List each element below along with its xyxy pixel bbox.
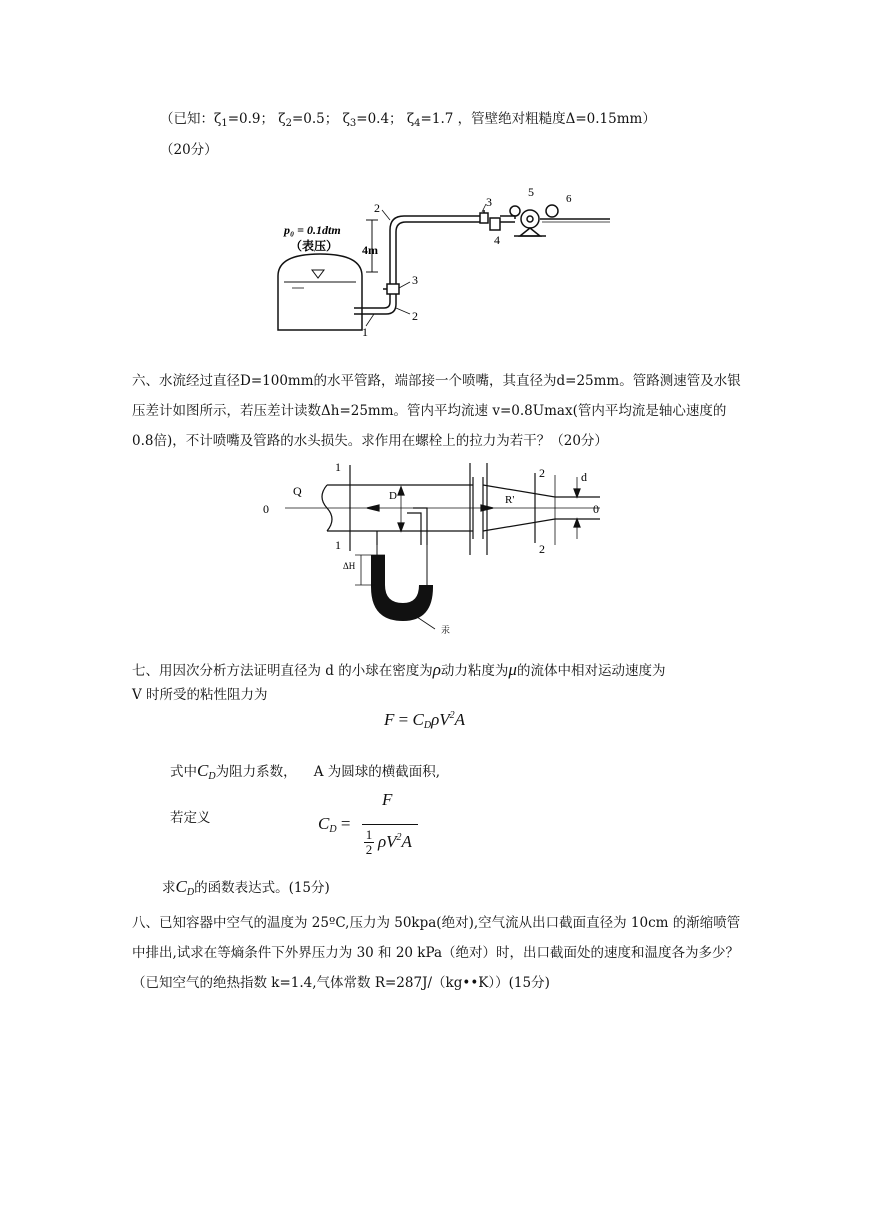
- valve-3-vertical: [387, 284, 399, 294]
- q7-text-c: 的流体中相对运动速度为: [516, 663, 666, 679]
- where-C: C: [197, 761, 209, 780]
- def-D-sub: D: [329, 824, 337, 835]
- def-half-num: 1: [365, 827, 373, 842]
- fraction-bar: [362, 824, 418, 825]
- known-prefix: （已知：: [160, 111, 214, 127]
- zeta-1-value: =0.9；: [227, 111, 274, 127]
- def-numerator: F: [382, 790, 393, 809]
- zeta-2: ζ: [278, 111, 286, 127]
- ask-suffix: 的函数表达式。(15分): [194, 880, 330, 896]
- cd-definition: [318, 790, 438, 860]
- label-6: 6: [566, 193, 572, 205]
- q6-text: 六、水流经过直径D=100mm的水平管路，端部接一个喷嘴，其直径为d=25mm。管路测速管及水银压差计如图所示，若压差计读数Δh=25mm。管内平均流速 v=0.8Umax(管内平均流是轴心速度的0.8倍)，不计喷嘴及管路的水头损失。求作用在螺栓上的拉力为若干？（20分）: [132, 373, 741, 449]
- ask-D-sub: D: [186, 887, 195, 898]
- eq-F: F: [384, 710, 395, 729]
- mercury-column: [371, 555, 433, 621]
- element-4: [490, 218, 500, 230]
- section-2-bottom: 2: [539, 542, 545, 556]
- gauge-6-icon: [546, 205, 558, 217]
- section-1-bottom: 1: [335, 538, 341, 552]
- pump-pipe-figure: [270, 180, 610, 340]
- def-A: A: [401, 832, 412, 851]
- zeta-3-sub: 3: [349, 118, 357, 129]
- eq-square: 2: [449, 710, 455, 721]
- pump-icon: [521, 210, 539, 228]
- height-label: 4m: [362, 243, 378, 257]
- water-level-icon: [312, 270, 324, 278]
- def-half-den: 2: [365, 842, 373, 857]
- q7-text-a: 七、用因次分析方法证明直径为 d 的小球在密度为: [132, 663, 433, 679]
- ask-C: C: [175, 877, 187, 896]
- zeta-4-value: =1.7 ，管壁绝对粗糙度Δ=0.15mm）: [420, 111, 656, 127]
- tank: [278, 254, 362, 330]
- q7-text-b: 动力粘度为: [440, 663, 509, 679]
- axis-right-label: 0: [593, 502, 599, 516]
- pipe-outer: [354, 216, 480, 308]
- delta-h-label: ΔH: [343, 561, 356, 571]
- where-prefix: 式中: [170, 764, 197, 780]
- mercury-label: 汞: [441, 625, 451, 635]
- diameter-D-label: D: [389, 490, 397, 502]
- where-line: [170, 760, 440, 782]
- nozzle-figure: [255, 455, 615, 635]
- reaction-label: R': [505, 494, 515, 506]
- label-3-vertical: 3: [412, 273, 418, 287]
- ask-line: [162, 876, 330, 898]
- ask-prefix: 求: [162, 880, 176, 896]
- zeta-3-value: =0.4；: [356, 111, 403, 127]
- label-5: 5: [528, 185, 534, 199]
- p0-label: p₀ = 0.1dtm: [284, 223, 341, 237]
- eq-C: C: [412, 710, 424, 729]
- gauge-label: （表压）: [290, 239, 339, 253]
- def-rhoV: ρV: [378, 832, 397, 851]
- def-square: 2: [396, 832, 402, 843]
- valve-3-horizontal: [480, 213, 488, 223]
- where-text-c: A 为圆球的横截面积,: [313, 764, 441, 780]
- diameter-d-label: d: [581, 470, 587, 484]
- zeta-2-sub: 2: [285, 118, 292, 129]
- label-4: 4: [494, 233, 500, 247]
- define-label: 若定义: [170, 810, 211, 826]
- q7-line2: V 时所受的粘性阻力为: [132, 687, 268, 703]
- zeta-1-sub: 1: [221, 118, 228, 129]
- flow-q-label: Q: [293, 484, 302, 498]
- def-equals: =: [336, 814, 351, 833]
- drag-equation: [384, 710, 465, 731]
- def-C: C: [318, 814, 330, 833]
- eq-D-sub: D: [423, 720, 432, 731]
- zeta-1: ζ: [214, 111, 222, 127]
- eq-rhoV: ρV: [431, 710, 450, 729]
- rho-symbol: ρ: [432, 660, 441, 679]
- eq-equals: =: [394, 710, 413, 729]
- section-2-top: 2: [539, 466, 545, 480]
- axis-left-label: 0: [263, 502, 269, 516]
- gauge-5-icon: [510, 206, 520, 216]
- label-1: 1: [362, 325, 368, 339]
- where-D-sub: D: [208, 771, 216, 782]
- where-text-b: 为阻力系数，: [215, 764, 297, 780]
- q8-text: 八、已知容器中空气的温度为 25ºC,压力为 50kpa(绝对),空气流从出口截面直径为 10cm 的渐缩喷管中排出,试求在等熵条件下外界压力为 30 和 20 kPa（绝对）时，出口截面处的速度和温度各为多少？（已知空气的绝热指数 k=1.4,气体常数 R=287J/（kg••K））(15分): [132, 915, 741, 991]
- pipe-inner: [354, 222, 480, 314]
- label-3-horizontal: 3: [486, 195, 492, 209]
- zeta-2-value: =0.5；: [291, 111, 339, 127]
- zeta-3: ζ: [342, 111, 350, 127]
- mu-symbol: μ: [508, 660, 517, 679]
- q5-score: （20分）: [160, 142, 218, 158]
- label-2-bottom: 2: [412, 309, 418, 323]
- section-1-top: 1: [335, 460, 341, 474]
- label-2-top: 2: [374, 201, 380, 215]
- eq-A: A: [454, 710, 465, 729]
- zeta-4-sub: 4: [414, 118, 421, 129]
- q5-known-line: [160, 109, 656, 134]
- zeta-4: ζ: [406, 111, 415, 127]
